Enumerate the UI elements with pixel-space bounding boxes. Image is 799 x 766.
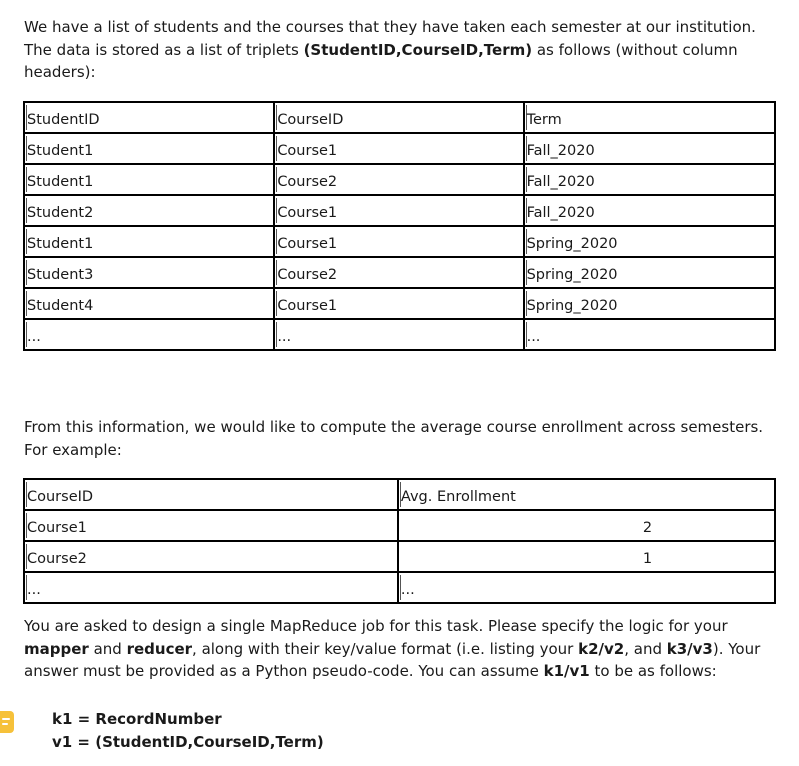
table-row — [24, 479, 775, 510]
intro-paragraph — [24, 16, 784, 84]
table-header-cell: CourseID — [24, 479, 398, 510]
table-cell: Course2 — [274, 257, 523, 288]
table-header-cell: Avg. Enrollment — [398, 479, 775, 510]
table-row — [24, 319, 775, 350]
table-header-cell: StudentID — [24, 102, 274, 133]
table-cell: 2 — [398, 510, 775, 541]
table-row — [24, 226, 775, 257]
comment-note-icon[interactable] — [0, 711, 14, 733]
k2v2-term: k2/v2 — [578, 639, 625, 658]
table-cell: Fall_2020 — [524, 164, 775, 195]
task-paragraph: You are asked to design a single MapReduce job for this task. Please specify the logic for your mapper and reducer, along with their key/value format (i.e. listing your k2/v2, and k3/v3). Your answer must be provided as a Python pseudo-code. You can assume k1/v1 to be as follows: — [24, 617, 761, 680]
table-cell: Spring_2020 — [524, 257, 775, 288]
avg-enrollment-table — [23, 478, 776, 604]
table-cell: Spring_2020 — [524, 288, 775, 319]
table-row — [24, 164, 775, 195]
table-cell: Fall_2020 — [524, 195, 775, 226]
table-header-cell: CourseID — [274, 102, 523, 133]
table-row — [24, 541, 775, 572]
intro-text: We have a list of students and the courses that they have taken each semester at our institution. The data is stored as a list of triplets — [24, 18, 756, 59]
table-cell: ... — [398, 572, 775, 603]
table-cell: ... — [24, 572, 398, 603]
table-row — [24, 257, 775, 288]
table-header-cell: Term — [524, 102, 775, 133]
table-cell: Course1 — [274, 288, 523, 319]
table-row — [24, 195, 775, 226]
k3v3-term: k3/v3 — [666, 639, 713, 658]
table-cell: Student1 — [24, 226, 274, 257]
code-line-k1: k1 = RecordNumber — [52, 710, 222, 728]
table-cell: Fall_2020 — [524, 133, 775, 164]
example-paragraph: From this information, we would like to compute the average course enrollment across semesters. For example: — [24, 418, 764, 459]
table-cell: Course1 — [274, 133, 523, 164]
k1v1-term: k1/v1 — [543, 662, 590, 680]
table-cell: Course2 — [274, 164, 523, 195]
table-row — [24, 510, 775, 541]
table-cell: Student1 — [24, 133, 274, 164]
table-cell: ... — [274, 319, 523, 350]
mapper-term: mapper — [24, 639, 89, 658]
table-cell: Course2 — [24, 541, 398, 572]
table-cell: Course1 — [274, 226, 523, 257]
table-cell: Student2 — [24, 195, 274, 226]
intro-text-end: as follows (without column headers): — [24, 40, 738, 81]
table-row — [24, 572, 775, 603]
student-courses-table — [23, 101, 776, 351]
code-block — [52, 708, 324, 754]
intro-bold-triplet: (StudentID,CourseID,Term) — [303, 40, 533, 59]
table-cell: Student4 — [24, 288, 274, 319]
table-row — [24, 288, 775, 319]
table-row — [24, 102, 775, 133]
table-cell: Student3 — [24, 257, 274, 288]
table-cell: Course1 — [274, 195, 523, 226]
table-row — [24, 133, 775, 164]
table-cell: ... — [524, 319, 775, 350]
reducer-term: reducer — [126, 639, 193, 658]
code-line-v1: v1 = (StudentID,CourseID,Term) — [52, 733, 324, 751]
table-cell: Student1 — [24, 164, 274, 195]
table-cell: Course1 — [24, 510, 398, 541]
table-cell: Spring_2020 — [524, 226, 775, 257]
table-cell: ... — [24, 319, 274, 350]
table-cell: 1 — [398, 541, 775, 572]
